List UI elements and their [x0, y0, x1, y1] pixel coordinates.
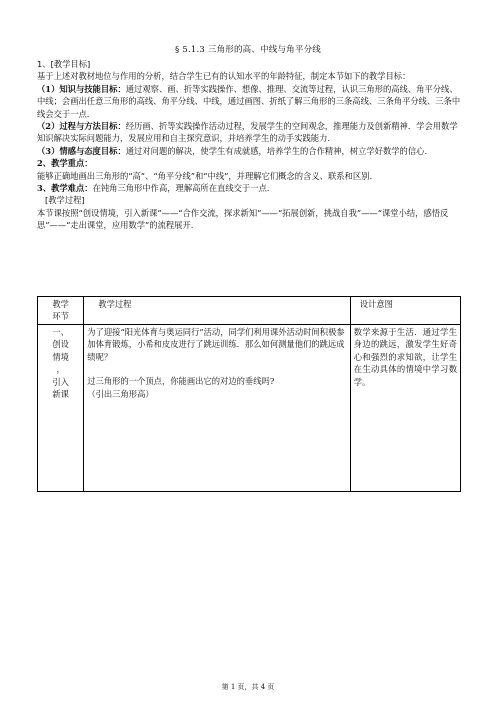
process-paragraph: 为了迎接“阳光体育与奥运同行”活动，同学们利用课外活动时间积极参加体育锻炼，小希和皮皮进行了跳远训练．那么如何测量他们的跳远成绩呢？: [87, 327, 345, 362]
stage-cell: [38, 325, 84, 492]
goal-1: [37, 83, 461, 120]
goal-2-text: 经历画、折等实践操作活动过程，发展学生的空间观念，推理能力及创新精神．学会用数学知识解决实际问题能力，发展应用和自主探究意识，并培养学生的动手实践能力．: [37, 121, 458, 144]
goal-2-label: （2）过程与方法目标：: [37, 121, 126, 132]
header-design: 设计意图: [350, 297, 460, 325]
table-header-row: [38, 297, 461, 325]
goal-1-text: 通过观察、画、折等实践操作、想像、推理、交流等过程，认识三角形的高线、角平分线、中线；会画出任意三角形的高线、角平分线、中线，通过画图、折纸了解三角形的三条高线、三条角平分线、三条中线会交于一点.: [37, 83, 461, 119]
goal-1-label: （1）知识与技能目标：: [37, 83, 126, 94]
stage-line: ，: [56, 364, 65, 375]
page-title: § 5.1.3 三角形的高、中线与角平分线: [175, 45, 321, 55]
difficulty-text: 在钝角三角形中作高，理解高所在直线交于一点.: [92, 183, 270, 194]
key-points-heading: 2、教学重点：: [37, 158, 93, 169]
header-stage-line1: 教学: [52, 299, 69, 309]
stage-line: 新课: [52, 389, 69, 400]
table-row: [38, 325, 461, 492]
stage-line: 创设: [52, 339, 69, 350]
goal-3-text: 通过对问题的解决，使学生有成就感，培养学生的合作精神，树立学好数学的信心．: [125, 145, 433, 156]
goal-3: [37, 145, 461, 157]
process-note: （引出三角形高）: [87, 388, 154, 399]
objectives-intro: 基于上述对教材地位与作用的分析，结合学生已有的认知水平的年龄特征，制定本节如下的教学目标：: [37, 71, 411, 82]
page-footer: 第 1 页，共 4 页: [221, 683, 275, 691]
design-cell: 数学来源于生活．通过学生身边的跳远，激发学生好奇心和强烈的求知欲，让学生在生动具体的情境中学习数学。: [350, 325, 460, 492]
lesson-table: [37, 296, 461, 492]
difficulty-line: [37, 182, 461, 194]
stage-line: 一、: [52, 327, 69, 337]
stage-line: 情境: [52, 351, 69, 362]
process-question: 过三角形的一个顶点，你能画出它的对边的垂线吗?: [87, 376, 275, 387]
process-intro: 本节课按照“创设情境，引入新课”——“合作交流，探求新知”——“拓展创新，挑战自我”——“课堂小结，感悟反思”——“走出课堂，应用数学”的流程展开.: [37, 207, 449, 231]
stage-line: 引入: [52, 376, 69, 387]
header-stage-line2: 环节: [52, 311, 69, 322]
header-stage: [38, 297, 84, 325]
objectives-section: [37, 58, 461, 232]
objectives-heading: 1、[教学目标]: [37, 59, 91, 69]
header-process: 教学过程: [84, 297, 350, 325]
process-cell: [84, 325, 350, 492]
difficulty-heading: 3、教学难点：: [37, 183, 93, 194]
goal-2: [37, 120, 461, 145]
process-heading: [教学过程]: [45, 195, 85, 206]
key-points-text: 能够正确地画出三角形的“高”、“角平分线”和“中线”，并理解它们概念的含义、联系和区别.: [37, 170, 373, 181]
goal-3-label: （3）情感与态度目标：: [37, 145, 126, 156]
